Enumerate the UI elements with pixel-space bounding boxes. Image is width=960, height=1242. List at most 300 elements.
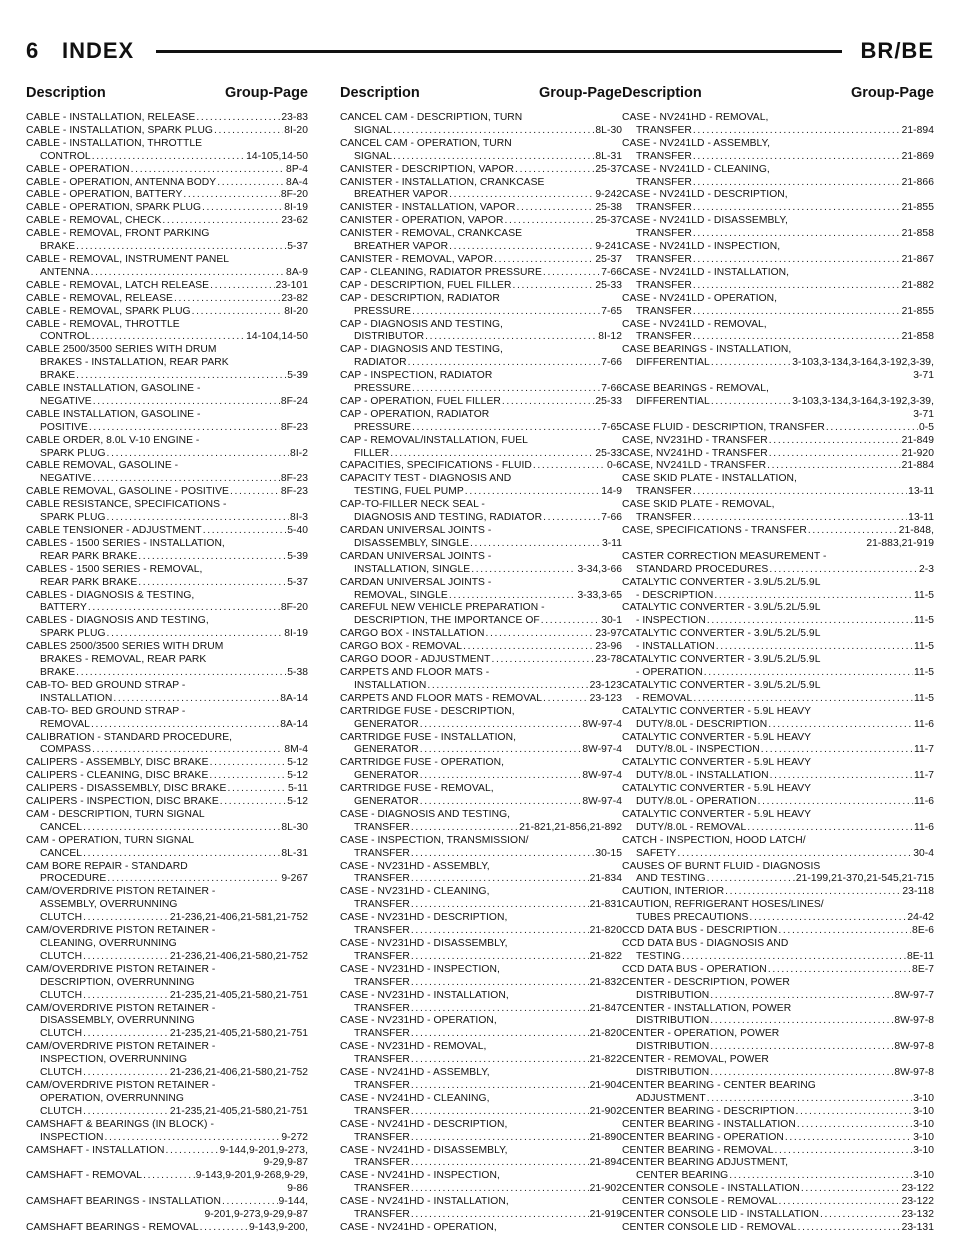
dot-leader [710, 990, 893, 1003]
dot-leader [230, 486, 280, 499]
entry-text: TRANSFER [354, 925, 410, 937]
entry-row [340, 1132, 622, 1145]
dot-leader [227, 783, 286, 796]
index-entry [622, 680, 934, 706]
entry-page-continued: 9-29,9-87 [263, 1157, 308, 1169]
entry-row [622, 770, 934, 783]
entry-text: CASTER CORRECTION MEASUREMENT - [622, 550, 827, 562]
entry-text: CATCH - INSPECTION, HOOD LATCH/ [622, 834, 806, 846]
entry-text: CASE - NV241HD - ASSEMBLY, [340, 1067, 490, 1079]
index-entry [26, 680, 308, 706]
dot-leader [83, 848, 280, 861]
dot-leader [707, 1093, 912, 1106]
index-entry [622, 977, 934, 1003]
entry-row [26, 667, 308, 680]
entry-row [340, 977, 622, 990]
index-entry [622, 654, 934, 680]
entry-text: CENTER BEARING - DESCRIPTION [622, 1105, 795, 1117]
entry-page: 0-5 [918, 421, 934, 433]
entry-row [340, 1106, 622, 1119]
index-entry [340, 667, 622, 693]
entry-row [622, 822, 934, 835]
dot-leader [83, 1067, 169, 1080]
index-entry [622, 319, 934, 345]
entry-text: INSTALLATION [40, 692, 113, 704]
index-entry [340, 293, 622, 319]
entry-page: 8F-24 [280, 395, 308, 407]
entry-text: CABLE - REMOVAL, INSTRUMENT PANEL [26, 253, 230, 265]
entry-page: 5-12 [287, 770, 308, 782]
entry-row [340, 1003, 622, 1016]
dot-leader [411, 822, 518, 835]
entry-row [26, 512, 308, 525]
entry-page: 21-820 [589, 925, 622, 937]
entry-text: ADJUSTMENT [636, 1092, 706, 1104]
entry-text: DUTY/8.0L - INSTALLATION [636, 770, 769, 782]
column-header [340, 84, 622, 112]
entry-row [26, 486, 308, 499]
entry-text: SAFETY [636, 847, 677, 859]
entry-page: 23-101 [275, 279, 308, 291]
dot-leader [693, 512, 907, 525]
dot-leader [711, 396, 791, 409]
entry-text: CENTER CONSOLE - REMOVAL [622, 1196, 778, 1208]
dot-leader [113, 693, 279, 706]
entry-row [340, 1028, 622, 1041]
dot-leader [411, 977, 589, 990]
dot-leader [210, 280, 275, 293]
index-entry [622, 1196, 934, 1209]
entry-page: 7-66 [601, 383, 622, 395]
index-entry [340, 177, 622, 203]
entry-page: 21-890 [589, 1131, 622, 1143]
index-entry [26, 835, 308, 861]
entry-row [622, 1183, 934, 1196]
dot-leader [716, 641, 913, 654]
entry-page: 21-855 [901, 202, 934, 214]
entry-text: DISTRIBUTION [636, 1015, 710, 1027]
entry-row [622, 512, 934, 525]
entry-text: DIAGNOSIS AND TESTING, RADIATOR [354, 512, 543, 524]
dot-leader [761, 744, 913, 757]
index-entry [26, 783, 308, 796]
index-entry [622, 899, 934, 925]
entry-text: CAM/OVERDRIVE PISTON RETAINER - [26, 1079, 216, 1091]
entry-text: ANTENNA [40, 266, 90, 278]
dot-leader [131, 164, 285, 177]
dot-leader [76, 241, 286, 254]
entry-row [622, 1067, 934, 1080]
entry-text: - REMOVAL [636, 692, 693, 704]
entry-text: CASE FLUID - DESCRIPTION, TRANSFER [622, 421, 825, 433]
entry-page: 5-12 [287, 796, 308, 808]
index-entry [622, 1080, 934, 1106]
entry-text: POSITIVE [40, 421, 88, 433]
index-entry [340, 693, 622, 706]
entry-text: GENERATOR [354, 718, 419, 730]
entry-text: REAR PARK BRAKE [40, 576, 138, 588]
index-column-2 [340, 84, 622, 1234]
entry-row [340, 422, 622, 435]
entry-text: CABLE RESISTANCE, SPECIFICATIONS - [26, 499, 227, 511]
dot-leader [196, 112, 280, 125]
dot-leader [83, 822, 280, 835]
entry-row [26, 628, 308, 641]
dot-leader [107, 628, 284, 641]
entry-text: CASE - NV241HD - INSTALLATION, [340, 1196, 509, 1208]
entry-text: CENTER CONSOLE LID - REMOVAL [622, 1221, 797, 1233]
index-entry [622, 448, 934, 461]
index-entry [340, 1222, 622, 1234]
dot-leader [411, 1054, 589, 1067]
entry-row [340, 770, 622, 783]
entry-page: 14-9 [601, 486, 622, 498]
entry-row [340, 331, 622, 344]
entry-page: 21-882 [901, 279, 934, 291]
entry-page: 5-39 [287, 550, 308, 562]
dot-leader [200, 1222, 248, 1234]
entry-row [26, 215, 308, 228]
dot-leader [541, 615, 600, 628]
dot-leader [749, 912, 906, 925]
group-page-heading: Group-Page [851, 85, 934, 101]
entry-row [340, 1080, 622, 1093]
entry-text: CASE - INSPECTION, TRANSMISSION/ [340, 834, 529, 846]
entry-page: 21-821,21-856,21-892 [519, 821, 622, 833]
entry-page: 8E-7 [912, 963, 934, 975]
entry-text: CAP - DIAGNOSIS AND TESTING, [340, 344, 503, 356]
entry-text: CASE - NV231HD - OPERATION, [340, 1015, 497, 1027]
dot-leader [91, 719, 279, 732]
dot-leader [543, 693, 589, 706]
dot-leader [798, 1222, 901, 1234]
index-entry [340, 164, 622, 177]
entry-row [26, 783, 308, 796]
dot-leader [710, 1041, 893, 1054]
dot-leader [420, 719, 582, 732]
entry-row [622, 719, 934, 732]
entry-row [26, 189, 308, 202]
entry-page: 8L-31 [281, 847, 308, 859]
entry-row [340, 538, 622, 551]
entry-row [340, 460, 622, 473]
entry-text: DISTRIBUTION [636, 1067, 710, 1079]
entry-text: DUTY/8.0L - REMOVAL [636, 821, 747, 833]
index-entry [340, 990, 622, 1016]
entry-text: TESTING [636, 950, 681, 962]
entry-row [622, 1041, 934, 1054]
dot-leader [769, 435, 901, 448]
entry-text: TRANSFER [354, 1028, 410, 1040]
entry-page-continued: 3-71 [913, 370, 934, 382]
entry-page: 21-855 [901, 305, 934, 317]
dot-leader [222, 1196, 278, 1209]
entry-row [622, 564, 934, 577]
entry-row [340, 925, 622, 938]
entry-text: CABLE - OPERATION, SPARK PLUG [26, 202, 202, 214]
entry-row [26, 448, 308, 461]
entry-text: NEGATIVE [40, 395, 92, 407]
index-entry [340, 732, 622, 758]
index-entry [622, 293, 934, 319]
entry-page: 11-5 [913, 615, 934, 627]
dot-leader [390, 448, 594, 461]
entry-text: CABLE INSTALLATION, GASOLINE - [26, 408, 201, 420]
dot-leader [808, 525, 898, 538]
index-entry [622, 925, 934, 938]
entry-row [340, 719, 622, 732]
entry-page: 3-34,3-66 [577, 563, 622, 575]
entry-row [622, 1015, 934, 1028]
entry-text: TRANSFER [636, 228, 692, 240]
dot-leader [192, 306, 284, 319]
entry-text: CASE - NV231HD - REMOVAL, [340, 1041, 487, 1053]
entry-text: COMPASS [40, 744, 92, 756]
entry-text: CABLE ORDER, 8.0L V-10 ENGINE - [26, 434, 200, 446]
entry-page: 7-66 [601, 266, 622, 278]
entry-page: 8W-97-4 [582, 718, 622, 730]
entry-page: 8A-9 [286, 266, 308, 278]
entry-page: 23-82 [281, 292, 308, 304]
entry-page: 21-849 [901, 434, 934, 446]
index-entry [340, 628, 622, 641]
entry-page: 5-37 [287, 241, 308, 253]
entry-page: 8F-23 [280, 473, 308, 485]
entry-text: CCD DATA BUS - OPERATION [622, 963, 767, 975]
entry-row [622, 744, 934, 757]
entry-page: 5-39 [287, 370, 308, 382]
index-entry [26, 809, 308, 835]
dot-leader [449, 241, 594, 254]
entry-row [340, 1209, 622, 1222]
entry-row [26, 770, 308, 783]
dot-leader [411, 925, 589, 938]
entry-page: 21-822 [589, 1054, 622, 1066]
entry-text: PROCEDURE [40, 873, 107, 885]
index-entry [340, 912, 622, 938]
dot-leader [107, 873, 280, 886]
entry-page: 2-3 [918, 563, 934, 575]
entry-row [622, 1196, 934, 1209]
index-entry [340, 344, 622, 370]
entry-text: CASE, NV241LD - TRANSFER [622, 460, 767, 472]
dot-leader [107, 512, 290, 525]
entry-page: 23-123 [589, 692, 622, 704]
entry-text: CARTRIDGE FUSE - INSTALLATION, [340, 731, 516, 743]
dot-leader [411, 1106, 589, 1119]
entry-text: CLUTCH [40, 989, 83, 1001]
dot-leader [92, 744, 283, 757]
index-entry [340, 602, 622, 628]
entry-text: CALIPERS - INSPECTION, DISC BRAKE [26, 796, 219, 808]
entry-row [340, 357, 622, 370]
entry-text: AND TESTING [636, 873, 706, 885]
index-entry [340, 473, 622, 499]
dot-leader [214, 125, 283, 138]
index-entries [340, 112, 622, 1234]
entry-text: CASE SKID PLATE - REMOVAL, [622, 499, 775, 511]
entry-text: CATALYTIC CONVERTER - 5.9L HEAVY [622, 783, 812, 795]
entry-page: 7-65 [601, 305, 622, 317]
dot-leader [516, 202, 594, 215]
dot-leader [768, 719, 913, 732]
dot-leader [174, 293, 280, 306]
entry-text: CABLE - REMOVAL, CHECK [26, 215, 162, 227]
entry-text: BREATHER VAPOR [354, 189, 449, 201]
dot-leader [465, 486, 600, 499]
index-entry [26, 499, 308, 525]
entry-text: CATALYTIC CONVERTER - 3.9L/5.2L/5.9L [622, 576, 821, 588]
entry-page: 23-62 [281, 215, 308, 227]
entry-row [340, 680, 622, 693]
entry-page: 5-37 [287, 576, 308, 588]
dot-leader [693, 306, 901, 319]
entry-page: 13-11 [908, 512, 934, 524]
entry-page: 3-10 [913, 1118, 934, 1130]
entry-text: PRESSURE [354, 421, 412, 433]
entry-row [622, 590, 934, 603]
index-entry [622, 1132, 934, 1145]
entry-text: CASE - NV231HD - INSPECTION, [340, 963, 500, 975]
entry-page: 21-867 [901, 253, 934, 265]
index-entry [340, 202, 622, 215]
entry-page: 8W-97-8 [894, 1067, 934, 1079]
entry-text: CABLE - REMOVAL, SPARK PLUG [26, 305, 191, 317]
entry-text: CABLE - REMOVAL, THROTTLE [26, 318, 180, 330]
entry-row [340, 873, 622, 886]
index-entry [622, 551, 934, 577]
entry-text: TRANSFER [354, 899, 410, 911]
entry-text: CASE - DIAGNOSIS AND TESTING, [340, 808, 511, 820]
entry-row [622, 951, 934, 964]
entry-text: TRANSFER [354, 1105, 410, 1117]
entry-row [26, 306, 308, 319]
group-page-heading: Group-Page [539, 85, 622, 101]
entry-text: CASE - NV241HD - OPERATION, [340, 1221, 497, 1233]
index-entry [622, 1003, 934, 1029]
entry-text: CASE - NV241HD - DESCRIPTION, [340, 1118, 508, 1130]
entry-text: DISTRIBUTOR [354, 331, 425, 343]
entry-text: CATALYTIC CONVERTER - 5.9L HEAVY [622, 731, 812, 743]
entry-text: TRANSFER [354, 950, 410, 962]
entry-row [340, 189, 622, 202]
entry-page: 8A-14 [280, 692, 308, 704]
dot-leader [411, 1183, 589, 1196]
entry-text: CLUTCH [40, 1028, 83, 1040]
index-entry [26, 1145, 308, 1171]
entry-row [340, 448, 622, 461]
entry-row [340, 848, 622, 861]
entry-text: CENTER CONSOLE LID - INSTALLATION [622, 1209, 819, 1221]
entry-page: 21-235,21-405,21-580,21-751 [169, 1105, 308, 1117]
index-entry [340, 215, 622, 228]
index-entry [622, 1145, 934, 1158]
column-header [622, 84, 934, 112]
entry-page-continued: 9-86 [287, 1183, 308, 1195]
entry-text: CAP - OPERATION, RADIATOR [340, 408, 490, 420]
dot-leader [411, 848, 595, 861]
entry-row [622, 280, 934, 293]
entry-text: TRANSFER [354, 1183, 410, 1195]
entry-text: CABLE - REMOVAL, FRONT PARKING [26, 228, 210, 240]
entry-text: STANDARD PROCEDURES [636, 563, 769, 575]
entry-row [622, 873, 934, 886]
vehicle-code: BR/BE [860, 38, 934, 63]
entry-text: TRANSFER [636, 202, 692, 214]
entry-page: 25-37 [595, 215, 622, 227]
entry-row [26, 1145, 308, 1158]
entry-row [26, 693, 308, 706]
entry-row [26, 744, 308, 757]
dot-leader [411, 1132, 589, 1145]
entry-text: CASE - NV241HD - REMOVAL, [622, 112, 769, 123]
entry-row [622, 848, 934, 861]
index-entry [26, 164, 308, 177]
entry-row [340, 254, 622, 267]
entry-page: 23-122 [901, 1183, 934, 1195]
entry-page: 21-904 [589, 1079, 622, 1091]
dot-leader [138, 577, 286, 590]
entry-text: CARTRIDGE FUSE - REMOVAL, [340, 783, 494, 795]
index-column-1 [26, 84, 308, 1234]
entry-row [622, 964, 934, 977]
entry-text: TRANSFER [354, 847, 410, 859]
entry-text: CALIPERS - ASSEMBLY, DISC BRAKE [26, 757, 209, 769]
entry-page: 11-5 [913, 692, 934, 704]
entry-page: 3-103,3-134,3-164,3-192,3-39, [792, 357, 934, 369]
entry-text: CAP - OPERATION, FUEL FILLER [340, 395, 501, 407]
entry-row [340, 486, 622, 499]
entry-page: 23-118 [902, 886, 934, 898]
entry-page: 21-894 [589, 1157, 622, 1169]
entry-page: 11-6 [913, 718, 934, 730]
entry-row [622, 331, 934, 344]
entry-text: CLUTCH [40, 1067, 83, 1079]
dot-leader [693, 693, 913, 706]
entry-row [622, 228, 934, 241]
index-entry [622, 938, 934, 964]
index-entry [622, 1028, 934, 1054]
entry-text: CASE - NV241LD - INSTALLATION, [622, 266, 790, 278]
entry-text: TRANSFER [636, 486, 692, 498]
entry-text: CABLE - OPERATION, BATTERY [26, 189, 183, 201]
entry-text: CABLES - 1500 SERIES - INSTALLATION, [26, 537, 225, 549]
index-entry [340, 228, 622, 254]
entry-page: 21-832 [589, 976, 622, 988]
entry-text: GENERATOR [354, 770, 419, 782]
entry-row [340, 396, 622, 409]
dot-leader [543, 267, 600, 280]
index-entry [340, 577, 622, 603]
entry-text: CANISTER - OPERATION, VAPOR [340, 215, 504, 227]
entry-row [340, 1183, 622, 1196]
entry-text: CAB-TO- BED GROUND STRAP - [26, 679, 186, 691]
entry-page: 21-822 [589, 950, 622, 962]
entry-text: BRAKES - REMOVAL, REAR PARK [40, 654, 207, 666]
entry-text: CANISTER - REMOVAL, CRANKCASE [340, 228, 523, 240]
entry-text: TRANSFER [354, 1002, 410, 1014]
entry-page: 8W-97-7 [894, 989, 934, 1001]
entry-text: CALIPERS - CLEANING, DISC BRAKE [26, 770, 209, 782]
dot-leader [412, 383, 600, 396]
index-entry [622, 1054, 934, 1080]
dot-leader [202, 202, 283, 215]
entry-text: CABLES - DIAGNOSIS AND TESTING, [26, 615, 209, 627]
entry-row [340, 628, 622, 641]
entry-page: 8W-97-4 [582, 770, 622, 782]
index-entry [340, 783, 622, 809]
index-entry [26, 1170, 308, 1196]
